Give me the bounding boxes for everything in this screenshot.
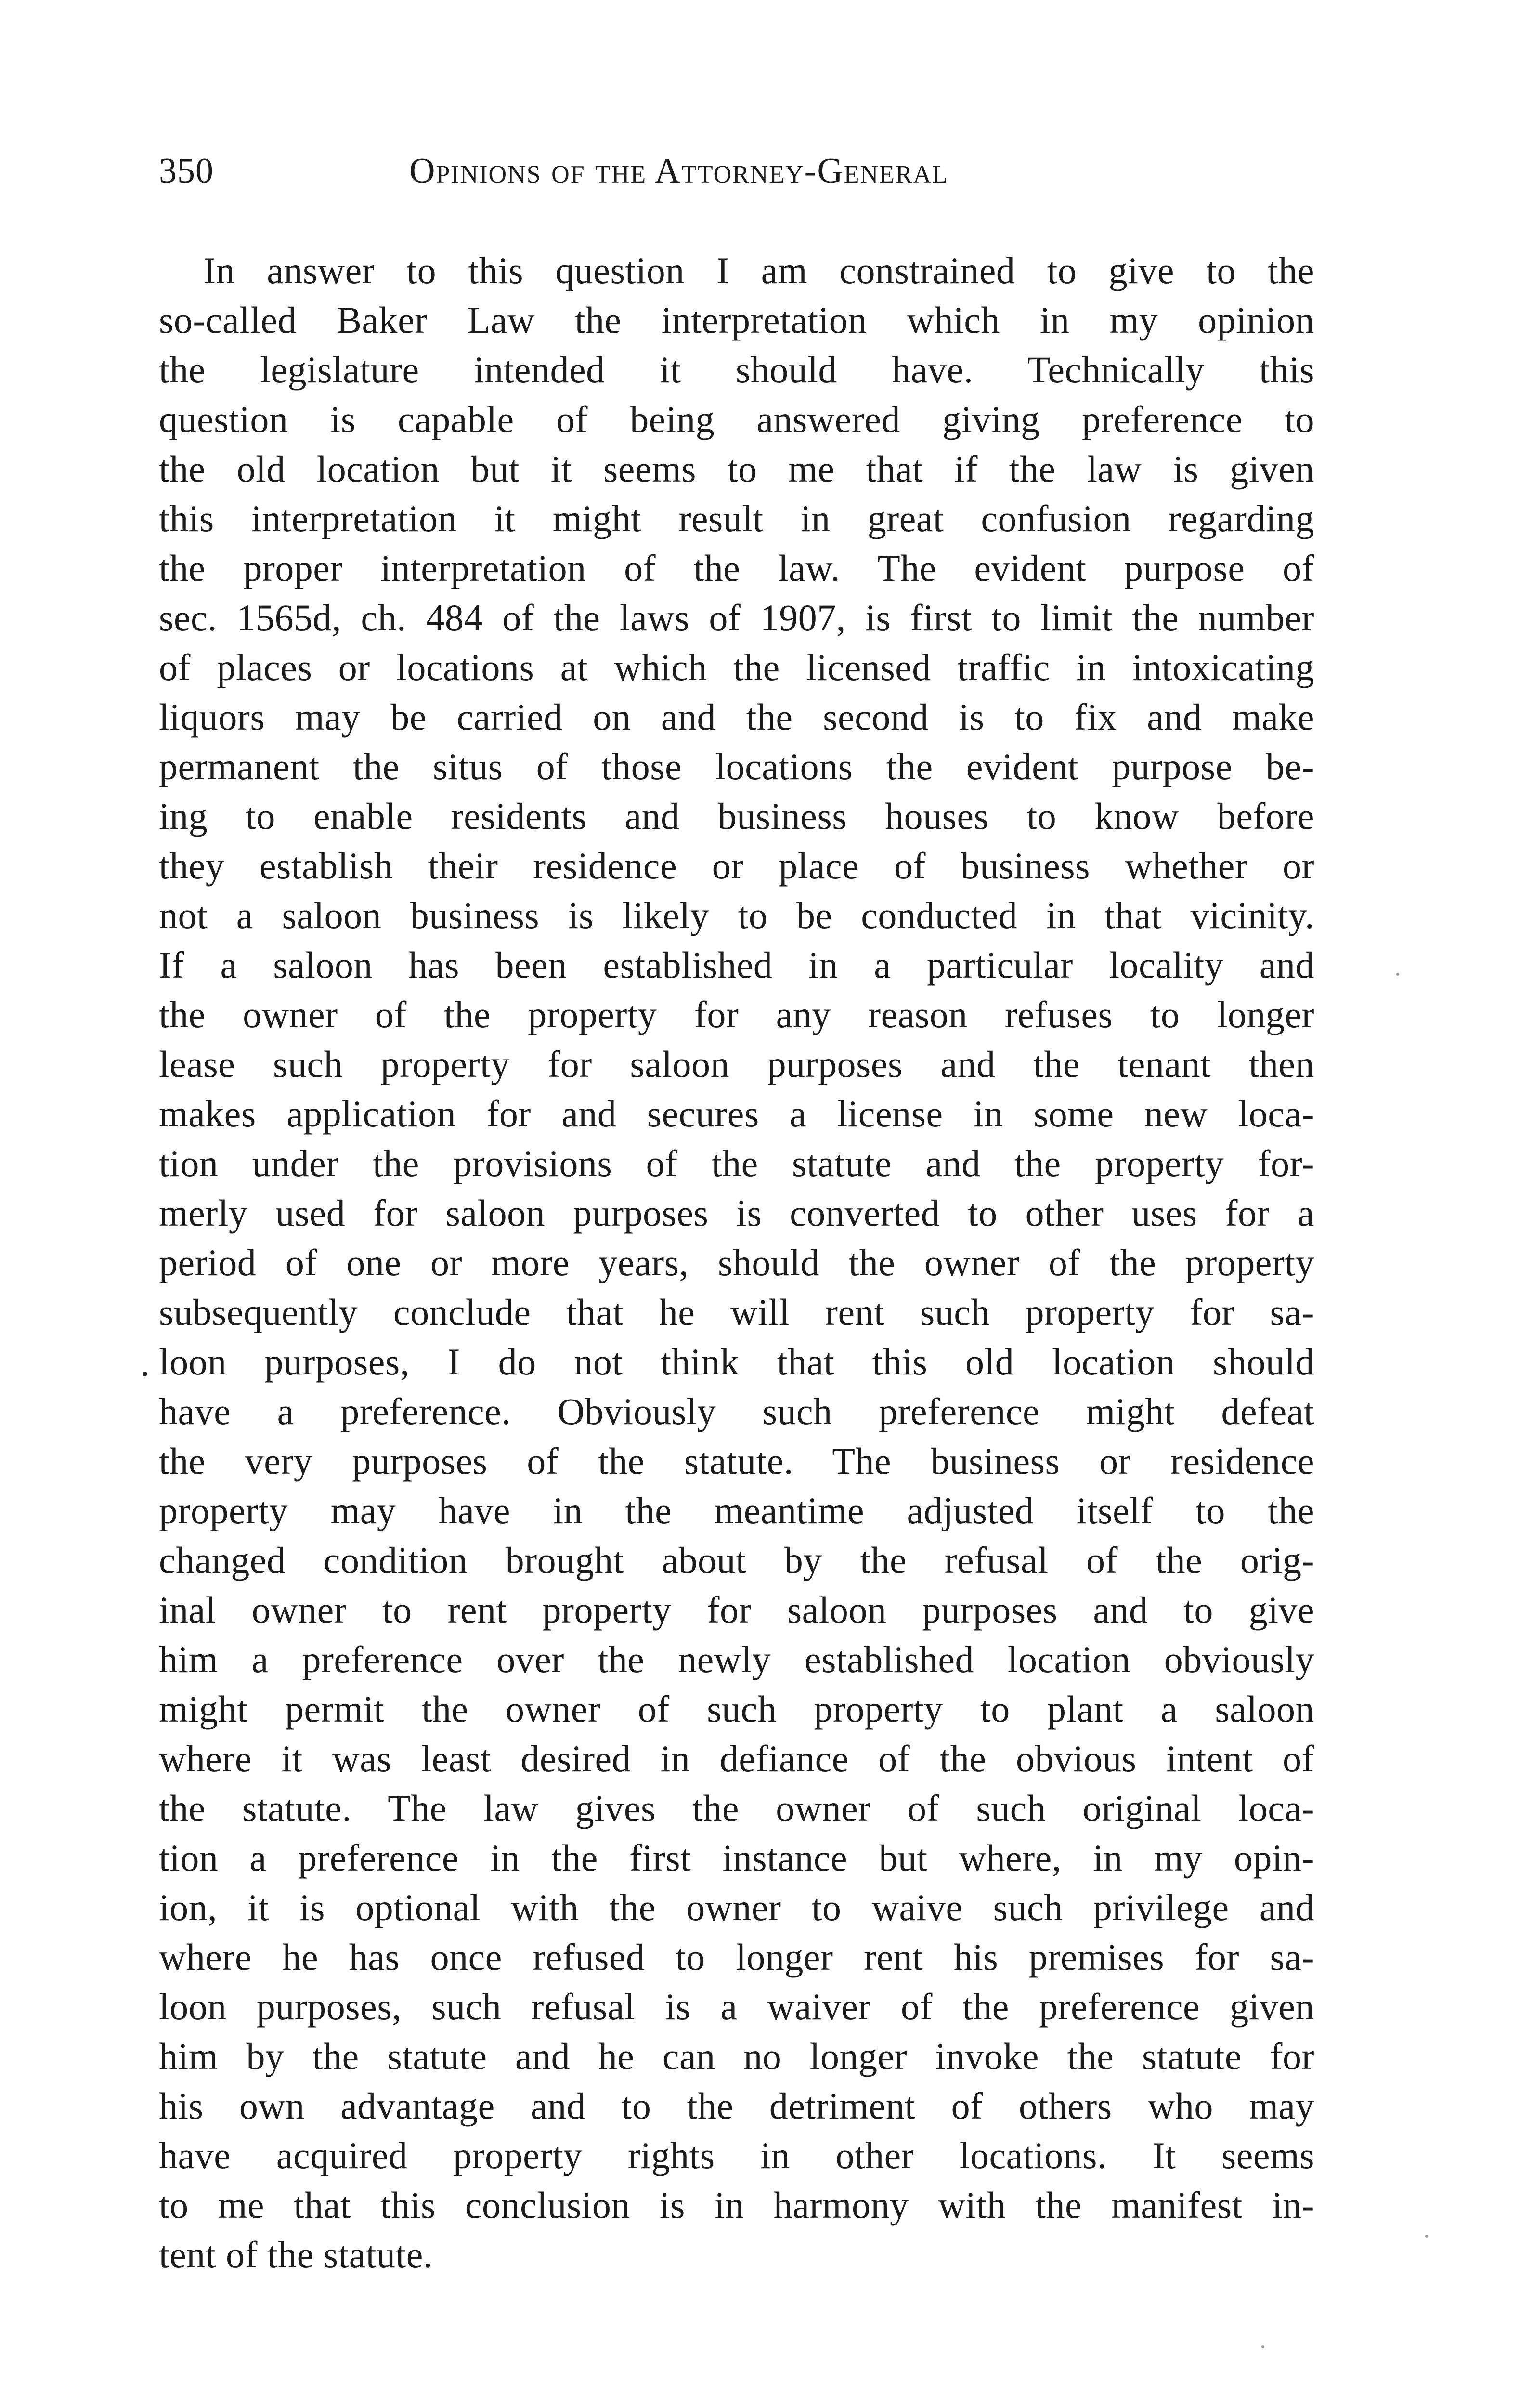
print-speck (1261, 2345, 1264, 2348)
text-line: question is capable of being answered giving preference to (159, 398, 1314, 440)
running-head (0, 144, 1533, 197)
text-line: inal owner to rent property for saloon purposes and to give (159, 1589, 1314, 1631)
page-number: 350 (159, 151, 214, 191)
text-line: tion under the provisions of the statute and the property for- (159, 1142, 1314, 1184)
text-line: to me that this conclusion is in harmony with the manifest in- (159, 2184, 1314, 2226)
text-line: changed condition brought about by the refusal of the orig- (159, 1539, 1314, 1581)
text-line: liquors may be carried on and the second is to fix and make (159, 696, 1314, 738)
text-line: permanent the situs of those locations the evident purpose be- (159, 746, 1314, 787)
text-line: where it was least desired in defiance of the obvious intent of (159, 1738, 1314, 1780)
text-line: not a saloon business is likely to be conducted in that vicinity. (159, 894, 1314, 936)
text-line: his own advantage and to the detriment of others who may (159, 2085, 1314, 2127)
print-speck (1396, 973, 1399, 976)
text-line: the proper interpretation of the law. The evident purpose of (159, 547, 1314, 589)
text-line: the very purposes of the statute. The business or residence (159, 1440, 1314, 1482)
running-title: Opinions of the Attorney-General (409, 151, 948, 191)
text-line: lease such property for saloon purposes and the tenant then (159, 1043, 1314, 1085)
text-line: him by the statute and he can no longer invoke the statute for (159, 2035, 1314, 2077)
text-line: the statute. The law gives the owner of such original loca- (159, 1787, 1314, 1829)
text-line: this interpretation it might result in great confusion regarding (159, 497, 1314, 539)
text-line: of places or locations at which the licensed traffic in intoxicating (159, 646, 1314, 688)
text-line: might permit the owner of such property to plant a saloon (159, 1688, 1314, 1730)
text-line: tion a preference in the first instance but where, in my opin- (159, 1837, 1314, 1879)
text-line: property may have in the meantime adjusted itself to the (159, 1490, 1314, 1531)
print-speck (1425, 2235, 1428, 2238)
body-paragraph (159, 246, 1314, 2279)
text-line: the old location but it seems to me that if the law is given (159, 448, 1314, 490)
text-line: so-called Baker Law the interpretation which in my opinion (159, 299, 1314, 341)
margin-mark-dot (143, 1372, 147, 1376)
text-line: makes application for and secures a license in some new loca- (159, 1093, 1314, 1135)
text-line: In answer to this question I am constrained to give to the (203, 249, 1314, 291)
text-line: loon purposes, I do not think that this old location should (159, 1341, 1314, 1383)
text-line: loon purposes, such refusal is a waiver of the preference given (159, 1986, 1314, 2028)
text-line: the owner of the property for any reason refuses to longer (159, 994, 1314, 1035)
text-line: ion, it is optional with the owner to waive such privilege and (159, 1886, 1314, 1928)
text-line: have a preference. Obviously such preference might defeat (159, 1390, 1314, 1432)
text-line: him a preference over the newly established location obviously (159, 1638, 1314, 1680)
text-line: subsequently conclude that he will rent such property for sa- (159, 1291, 1314, 1333)
text-line: merly used for saloon purposes is converted to other uses for a (159, 1192, 1314, 1234)
text-line: tent of the statute. (159, 2234, 433, 2276)
text-line: If a saloon has been established in a particular locality and (159, 944, 1314, 986)
text-line: the legislature intended it should have. Technically this (159, 349, 1314, 391)
text-line: have acquired property rights in other locations. It seems (159, 2134, 1314, 2176)
text-line: sec. 1565d, ch. 484 of the laws of 1907, is first to limit the number (159, 597, 1314, 639)
text-line: ing to enable residents and business houses to know before (159, 795, 1314, 837)
text-line: period of one or more years, should the owner of the property (159, 1242, 1314, 1283)
text-line: where he has once refused to longer rent his premises for sa- (159, 1936, 1314, 1978)
text-line: they establish their residence or place of business whether or (159, 845, 1314, 887)
